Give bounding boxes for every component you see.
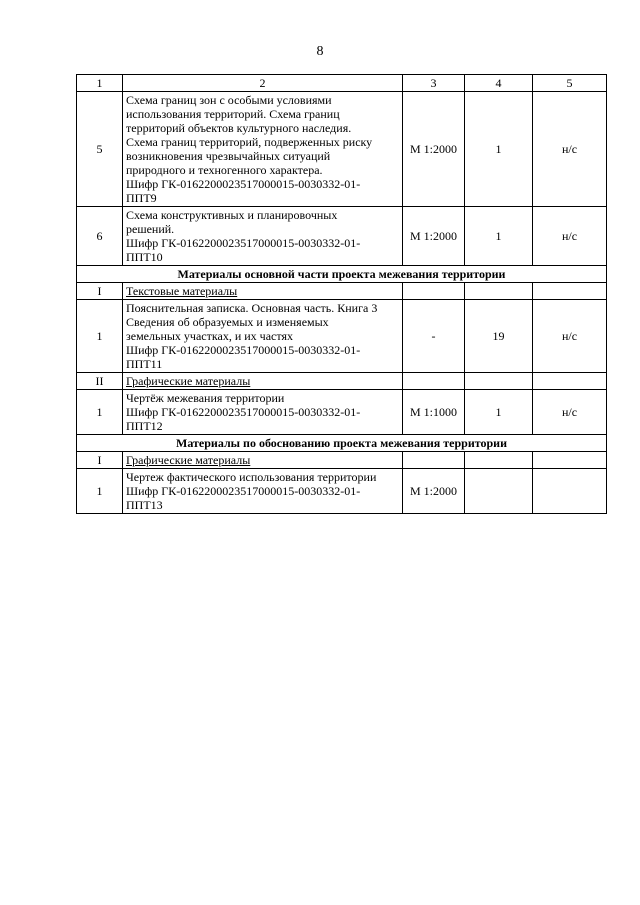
desc-line: Шифр ГК-0162200023517000015-0030332-01-: [126, 484, 361, 498]
empty-cell: [465, 283, 533, 300]
subsection-label: Текстовые материалы: [123, 283, 403, 300]
row-description: [123, 469, 403, 514]
section-row: [77, 435, 607, 452]
desc-line: Схема границ территорий, подверженных риску: [126, 135, 373, 149]
header-cell: 3: [403, 75, 465, 92]
desc-line: решений.: [126, 222, 175, 236]
desc-line: ППТ9: [126, 191, 157, 205]
subsection-row: [77, 373, 607, 390]
desc-line: ППТ12: [126, 419, 163, 433]
documents-table: [76, 74, 607, 514]
empty-cell: [533, 452, 607, 469]
desc-line: природного и техногенного характера.: [126, 163, 323, 177]
row-number: 1: [77, 300, 123, 373]
desc-line: Шифр ГК-0162200023517000015-0030332-01-: [126, 177, 361, 191]
section-row: [77, 266, 607, 283]
desc-line: Чертеж фактического использования территории: [126, 470, 377, 484]
subsection-number: I: [77, 283, 123, 300]
desc-line: ППТ11: [126, 357, 163, 371]
table-row: [77, 92, 607, 207]
table-row: [77, 390, 607, 435]
desc-line: Пояснительная записка. Основная часть. Книга 3: [126, 301, 378, 315]
row-note: н/с: [533, 300, 607, 373]
row-count: 19: [465, 300, 533, 373]
page-number: 8: [316, 44, 324, 59]
desc-line: земельных участках, и их частях: [126, 329, 293, 343]
row-note: н/с: [533, 207, 607, 266]
desc-line: Шифр ГК-0162200023517000015-0030332-01-: [126, 343, 361, 357]
header-cell: 4: [465, 75, 533, 92]
header-cell: 1: [77, 75, 123, 92]
section-title: Материалы по обоснованию проекта межевания территории: [77, 435, 607, 452]
row-number: 5: [77, 92, 123, 207]
row-description: [123, 390, 403, 435]
subsection-label: Графические материалы: [123, 452, 403, 469]
table-row: [77, 300, 607, 373]
desc-line: возникновения чрезвычайных ситуаций: [126, 149, 331, 163]
row-description: [123, 207, 403, 266]
header-cell: 5: [533, 75, 607, 92]
empty-cell: [533, 373, 607, 390]
empty-cell: [465, 452, 533, 469]
desc-line: Схема границ зон с особыми условиями: [126, 93, 332, 107]
row-number: 1: [77, 469, 123, 514]
subsection-row: [77, 283, 607, 300]
table-row: [77, 207, 607, 266]
subsection-number: I: [77, 452, 123, 469]
row-count: [465, 469, 533, 514]
row-scale: -: [403, 300, 465, 373]
subsection-number: II: [77, 373, 123, 390]
row-number: 6: [77, 207, 123, 266]
row-note: н/с: [533, 92, 607, 207]
row-scale: М 1:2000: [403, 207, 465, 266]
row-scale: М 1:1000: [403, 390, 465, 435]
empty-cell: [465, 373, 533, 390]
desc-line: ППТ10: [126, 250, 163, 264]
subsection-row: [77, 452, 607, 469]
empty-cell: [403, 283, 465, 300]
header-cell: 2: [123, 75, 403, 92]
desc-line: Шифр ГК-0162200023517000015-0030332-01-: [126, 405, 361, 419]
row-scale: М 1:2000: [403, 92, 465, 207]
empty-cell: [403, 373, 465, 390]
desc-line: ППТ13: [126, 498, 163, 512]
desc-line: Схема конструктивных и планировочных: [126, 208, 338, 222]
desc-line: Чертёж межевания территории: [126, 391, 285, 405]
desc-line: Сведения об образуемых и изменяемых: [126, 315, 329, 329]
desc-line: территорий объектов культурного наследия.: [126, 121, 352, 135]
desc-line: использования территорий. Схема границ: [126, 107, 340, 121]
row-note: [533, 469, 607, 514]
row-count: 1: [465, 207, 533, 266]
section-title: Материалы основной части проекта межевания территории: [77, 266, 607, 283]
table-header-row: [77, 75, 607, 92]
subsection-label: Графические материалы: [123, 373, 403, 390]
desc-line: Шифр ГК-0162200023517000015-0030332-01-: [126, 236, 361, 250]
empty-cell: [403, 452, 465, 469]
row-description: [123, 300, 403, 373]
row-scale: М 1:2000: [403, 469, 465, 514]
empty-cell: [533, 283, 607, 300]
row-note: н/с: [533, 390, 607, 435]
row-number: 1: [77, 390, 123, 435]
row-count: 1: [465, 92, 533, 207]
row-count: 1: [465, 390, 533, 435]
row-description: [123, 92, 403, 207]
table-row: [77, 469, 607, 514]
